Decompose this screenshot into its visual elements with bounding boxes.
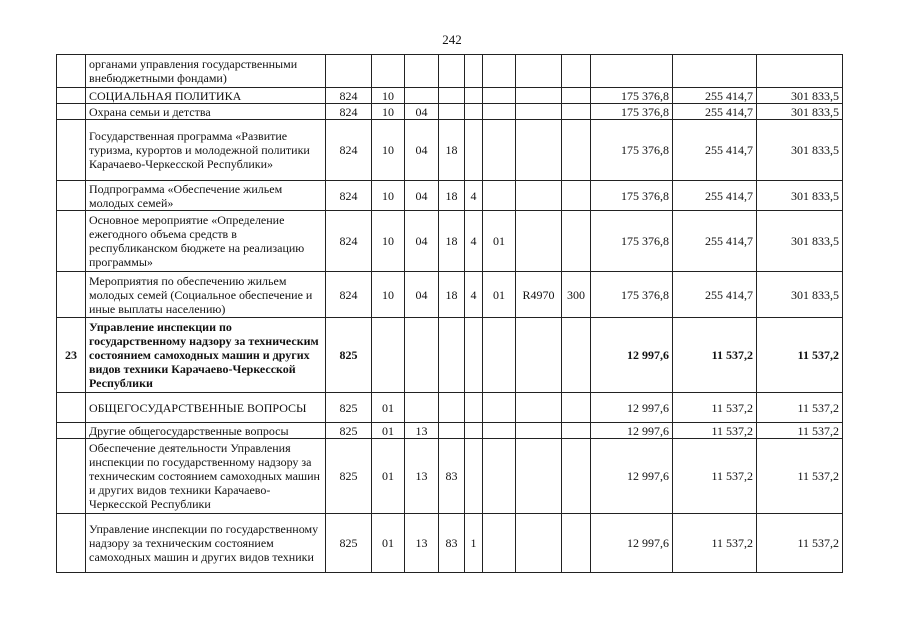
amount-year-2: 255 414,7 [673,88,757,104]
row-number [57,120,86,181]
subprogram-code [465,318,483,393]
measure-code: 01 [483,272,516,318]
row-number [57,88,86,104]
row-number [57,514,86,573]
row-name: Подпрограмма «Обеспечение жильем молодых семей» [86,181,326,211]
section-code: 10 [372,120,405,181]
amount-year-3: 11 537,2 [757,514,843,573]
amount-year-3: 301 833,5 [757,120,843,181]
amount-year-3: 301 833,5 [757,104,843,120]
table-row [57,318,843,393]
subsection-code: 13 [405,514,439,573]
amount-year-2: 11 537,2 [673,423,757,439]
ved-code: 825 [326,393,372,423]
subsection-code: 04 [405,104,439,120]
row-number [57,104,86,120]
subsection-code [405,88,439,104]
amount-year-1 [591,55,673,88]
row-number [57,439,86,514]
measure-code [483,318,516,393]
target-article-code: R4970 [516,272,562,318]
expense-type-code [562,423,591,439]
subprogram-code: 4 [465,211,483,272]
subsection-code [405,55,439,88]
amount-year-2: 255 414,7 [673,104,757,120]
row-name: Управление инспекции по государственному надзору за техническим состоянием самоходных машин и других видов техники [86,514,326,573]
expense-type-code [562,88,591,104]
expense-type-code [562,120,591,181]
program-code: 83 [439,514,465,573]
target-article-code [516,55,562,88]
amount-year-2: 11 537,2 [673,393,757,423]
program-code: 18 [439,181,465,211]
program-code [439,104,465,120]
table-row [57,272,843,318]
amount-year-3: 11 537,2 [757,439,843,514]
ved-code: 824 [326,88,372,104]
amount-year-1: 12 997,6 [591,318,673,393]
table-row [57,423,843,439]
row-number [57,55,86,88]
amount-year-2: 255 414,7 [673,181,757,211]
measure-code [483,104,516,120]
subsection-code [405,318,439,393]
amount-year-2: 11 537,2 [673,514,757,573]
amount-year-1: 175 376,8 [591,211,673,272]
ved-code: 825 [326,318,372,393]
target-article-code [516,423,562,439]
section-code: 10 [372,104,405,120]
row-name: Обеспечение деятельности Управления инспекции по государственному надзору за техническим состоянием самоходных машин и других видов техники Карачаево-Черкесской Республики [86,439,326,514]
program-code: 18 [439,120,465,181]
expense-type-code [562,393,591,423]
measure-code [483,514,516,573]
expense-type-code: 300 [562,272,591,318]
amount-year-1: 12 997,6 [591,423,673,439]
measure-code [483,120,516,181]
subprogram-code [465,120,483,181]
amount-year-1: 175 376,8 [591,104,673,120]
target-article-code [516,181,562,211]
subprogram-code [465,393,483,423]
row-number [57,211,86,272]
expense-type-code [562,318,591,393]
measure-code [483,439,516,514]
section-code: 10 [372,88,405,104]
target-article-code [516,393,562,423]
expense-type-code [562,104,591,120]
amount-year-1: 175 376,8 [591,181,673,211]
program-code [439,55,465,88]
expense-type-code [562,211,591,272]
table-row [57,88,843,104]
amount-year-1: 175 376,8 [591,88,673,104]
measure-code [483,393,516,423]
row-number [57,393,86,423]
ved-code: 824 [326,104,372,120]
section-code: 10 [372,272,405,318]
amount-year-1: 175 376,8 [591,120,673,181]
program-code [439,393,465,423]
measure-code [483,88,516,104]
table-row [57,181,843,211]
table-row [57,439,843,514]
program-code: 83 [439,439,465,514]
target-article-code [516,88,562,104]
section-code: 10 [372,211,405,272]
table-row [57,393,843,423]
expense-type-code [562,181,591,211]
target-article-code [516,104,562,120]
subsection-code: 04 [405,120,439,181]
target-article-code [516,120,562,181]
program-code [439,423,465,439]
section-code [372,318,405,393]
section-code: 01 [372,423,405,439]
row-number: 23 [57,318,86,393]
ved-code: 825 [326,439,372,514]
ved-code: 824 [326,181,372,211]
amount-year-2: 255 414,7 [673,120,757,181]
amount-year-2: 11 537,2 [673,439,757,514]
amount-year-3: 11 537,2 [757,423,843,439]
row-name: органами управления государственными внебюджетными фондами) [86,55,326,88]
subsection-code: 04 [405,272,439,318]
program-code [439,88,465,104]
section-code: 01 [372,514,405,573]
section-code: 01 [372,439,405,514]
amount-year-3: 301 833,5 [757,211,843,272]
measure-code: 01 [483,211,516,272]
program-code [439,318,465,393]
row-name: Государственная программа «Развитие туризма, курортов и молодежной политики Карачаево-Черкесской Республики» [86,120,326,181]
table-row [57,211,843,272]
amount-year-3: 11 537,2 [757,318,843,393]
subprogram-code: 4 [465,181,483,211]
table-row [57,514,843,573]
table-row [57,55,843,88]
amount-year-3: 301 833,5 [757,272,843,318]
amount-year-2: 255 414,7 [673,211,757,272]
ved-code: 825 [326,514,372,573]
subprogram-code [465,88,483,104]
subprogram-code [465,439,483,514]
subsection-code [405,393,439,423]
row-name: Охрана семьи и детства [86,104,326,120]
row-name: Управление инспекции по государственному надзору за техническим состоянием самоходных машин и других видов техники Карачаево-Черкесской Республики [86,318,326,393]
expense-type-code [562,55,591,88]
amount-year-3: 301 833,5 [757,88,843,104]
subsection-code: 04 [405,211,439,272]
row-name: Мероприятия по обеспечению жильем молодых семей (Социальное обеспечение и иные выплаты населению) [86,272,326,318]
amount-year-2: 11 537,2 [673,318,757,393]
subprogram-code [465,55,483,88]
target-article-code [516,514,562,573]
amount-year-1: 12 997,6 [591,514,673,573]
amount-year-3: 11 537,2 [757,393,843,423]
ved-code [326,55,372,88]
row-name: ОБЩЕГОСУДАРСТВЕННЫЕ ВОПРОСЫ [86,393,326,423]
section-code: 01 [372,393,405,423]
budget-table [56,54,843,573]
measure-code [483,55,516,88]
table-row [57,104,843,120]
section-code [372,55,405,88]
ved-code: 824 [326,120,372,181]
amount-year-2: 255 414,7 [673,272,757,318]
budget-table-body [57,55,843,573]
target-article-code [516,211,562,272]
ved-code: 824 [326,272,372,318]
row-number [57,423,86,439]
row-name: Основное мероприятие «Определение ежегодного объема средств в республиканском бюджете на реализацию программы» [86,211,326,272]
row-name: СОЦИАЛЬНАЯ ПОЛИТИКА [86,88,326,104]
table-row [57,120,843,181]
subprogram-code: 1 [465,514,483,573]
amount-year-2 [673,55,757,88]
amount-year-3 [757,55,843,88]
subsection-code: 13 [405,423,439,439]
subprogram-code [465,423,483,439]
amount-year-1: 12 997,6 [591,393,673,423]
row-number [57,272,86,318]
target-article-code [516,318,562,393]
subsection-code: 04 [405,181,439,211]
amount-year-1: 175 376,8 [591,272,673,318]
page-number: 242 [442,32,462,47]
program-code: 18 [439,211,465,272]
measure-code [483,423,516,439]
amount-year-1: 12 997,6 [591,439,673,514]
subprogram-code [465,104,483,120]
ved-code: 825 [326,423,372,439]
ved-code: 824 [326,211,372,272]
expense-type-code [562,439,591,514]
row-number [57,181,86,211]
amount-year-3: 301 833,5 [757,181,843,211]
subprogram-code: 4 [465,272,483,318]
target-article-code [516,439,562,514]
measure-code [483,181,516,211]
subsection-code: 13 [405,439,439,514]
expense-type-code [562,514,591,573]
section-code: 10 [372,181,405,211]
program-code: 18 [439,272,465,318]
row-name: Другие общегосударственные вопросы [86,423,326,439]
